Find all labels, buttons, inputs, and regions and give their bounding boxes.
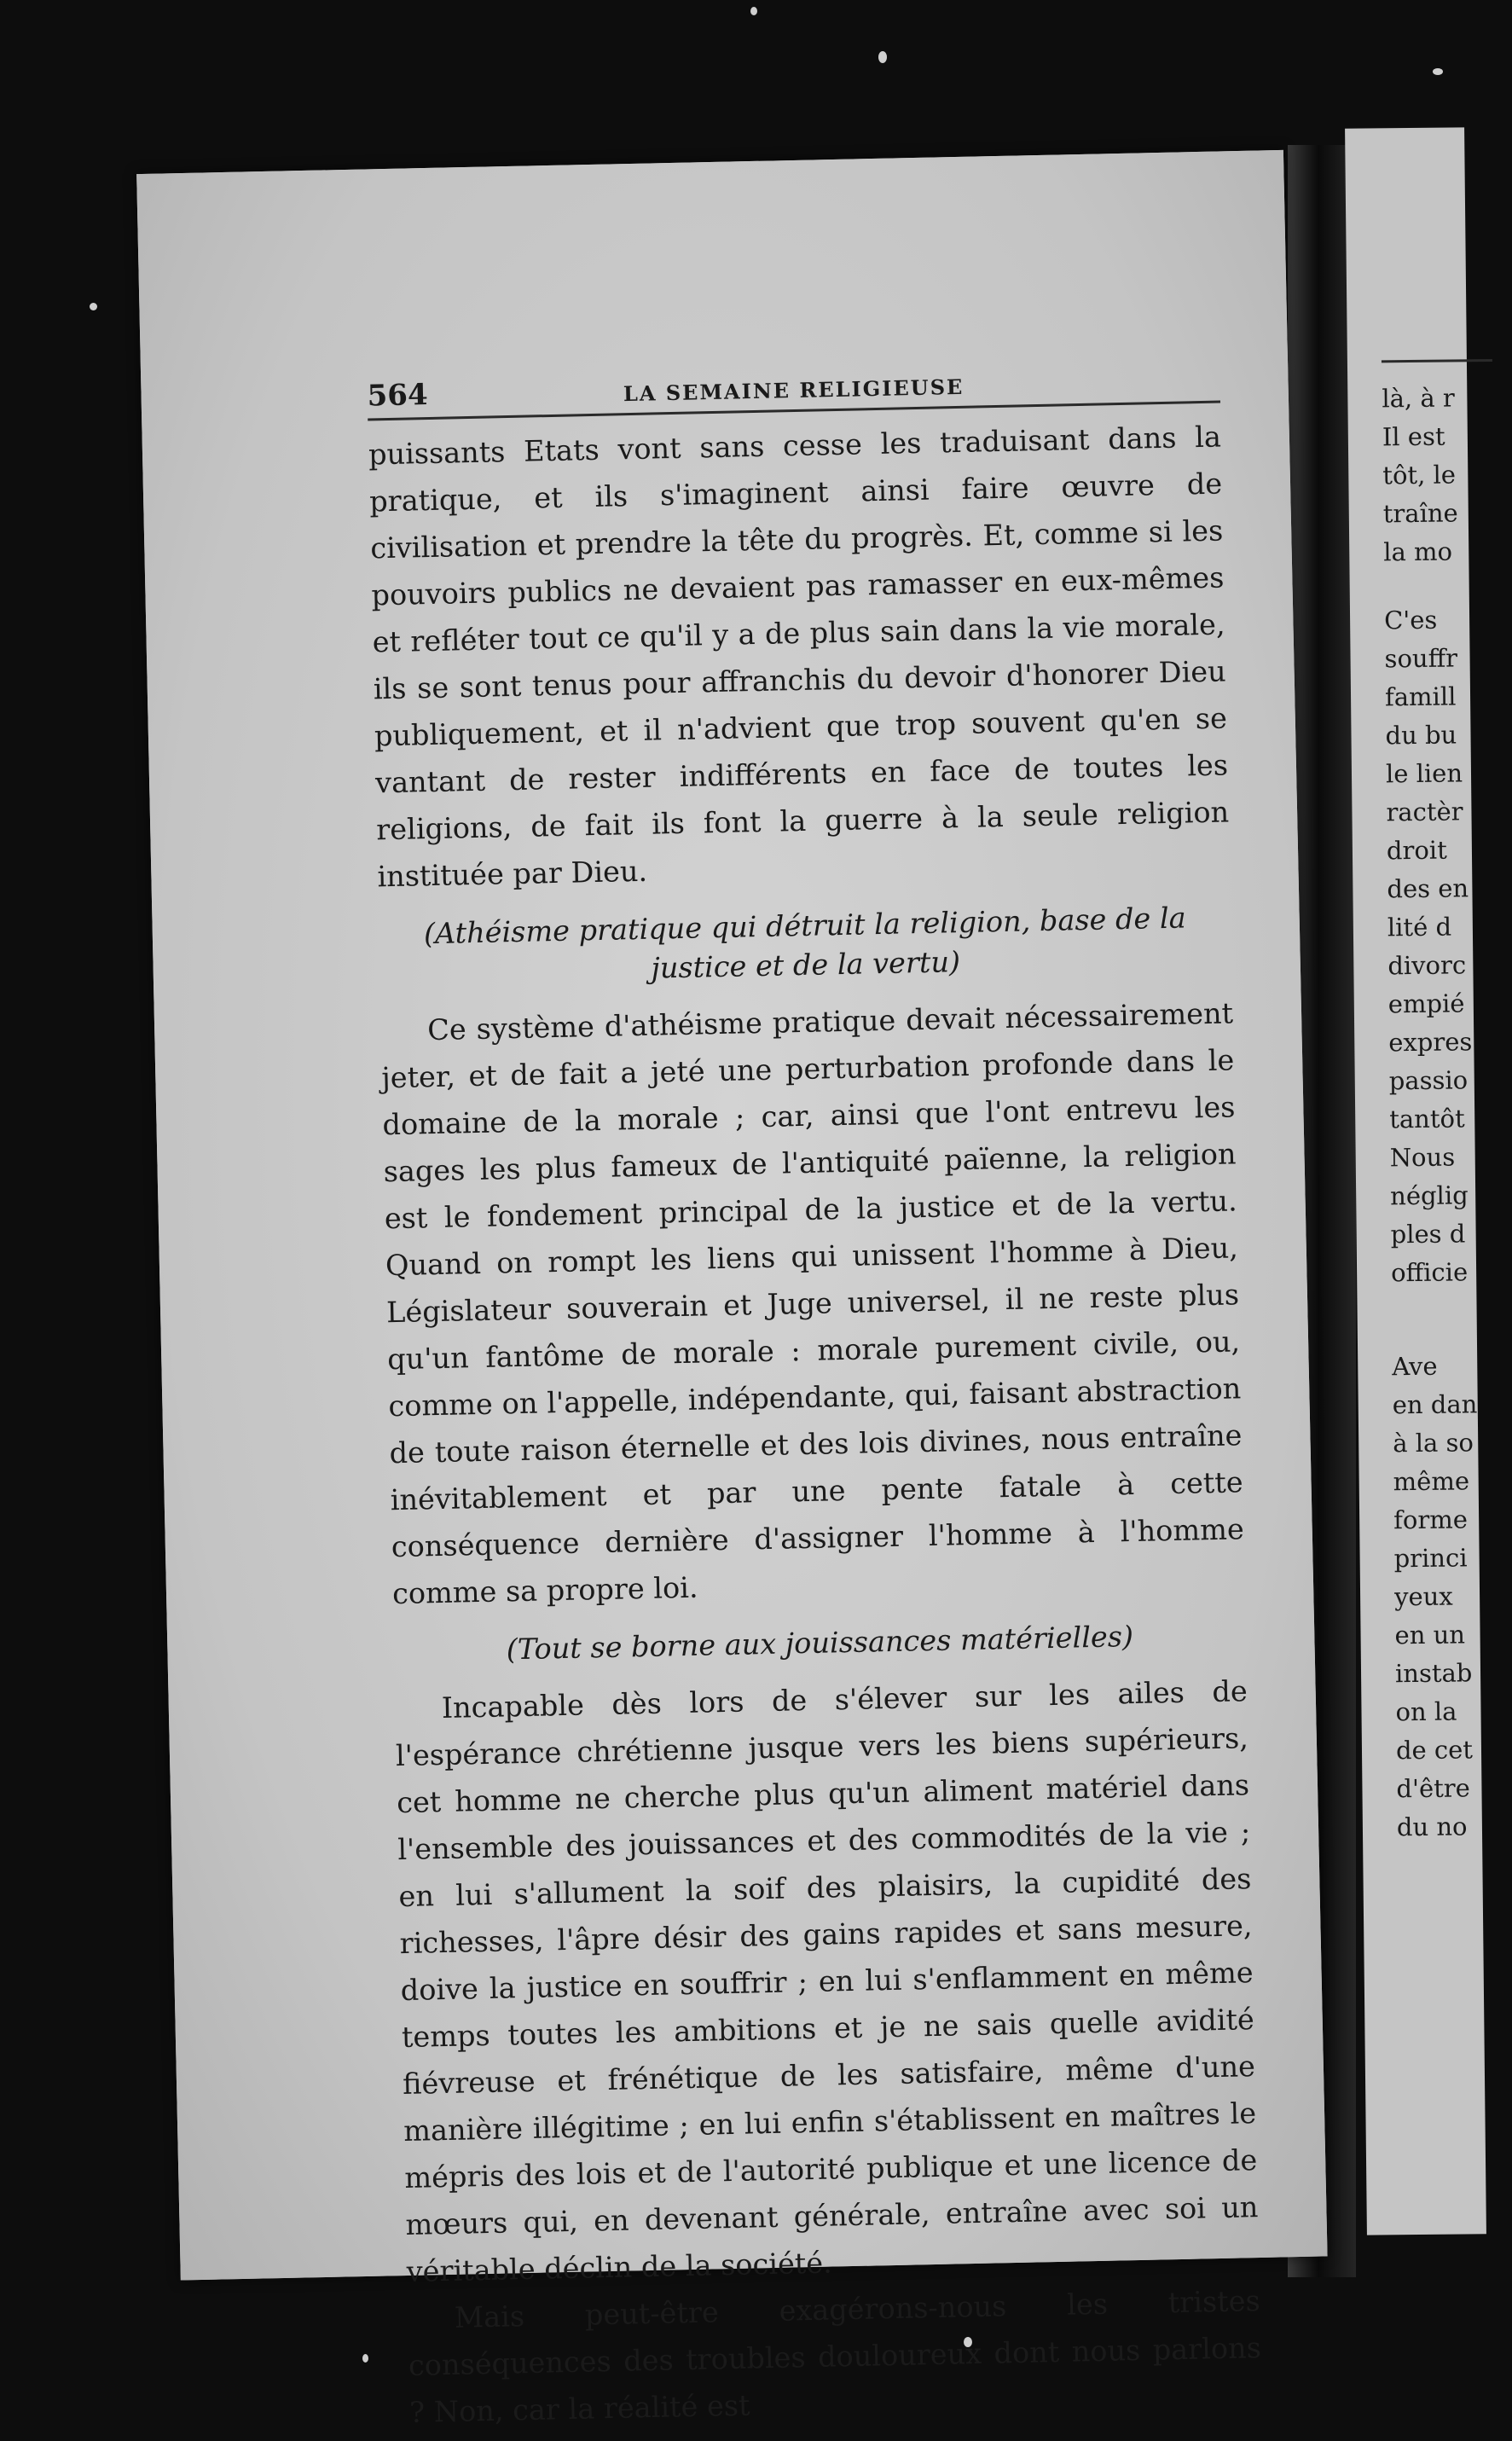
section-heading-2: (Tout se borne aux jouissances matérielles): [506, 1619, 1134, 1667]
adjacent-page-line: ractèr: [1386, 797, 1463, 827]
dust-speck: [362, 2354, 368, 2363]
dust-speck: [878, 51, 887, 63]
adjacent-page-line: le lien: [1385, 758, 1463, 789]
adjacent-page-line: instab: [1394, 1658, 1473, 1689]
adjacent-page-line: du bu: [1385, 720, 1457, 751]
adjacent-page-line: Nous: [1389, 1142, 1456, 1173]
page-text-block: [367, 348, 1263, 2436]
adjacent-page-line: C'es: [1383, 605, 1438, 635]
section-heading-1: (Athéisme pratique qui détruit la religion, base de la justice et de la vertu): [423, 901, 1186, 985]
paragraph-1: puissants Etats vont sans cesse les traduisant dans la pratique, et ils s'imaginent ainsi faire œuvre de civilisation et prendre la tête du progrès. Et, comme si les pouvoirs publics ne devaient pas ramasser en eux-mêmes et refléter tout ce qu'il y a de plus sain dans la vie morale, ils se sont tenus pour affranchis du devoir d'honorer Dieu publiquement, et il n'advient que trop souvent qu'en se vantant de rester indifférents en face de toutes les religions, de fait ils font la guerre à la seule religion instituée par Dieu.: [368, 420, 1230, 894]
adjacent-page-line: de cet: [1395, 1735, 1474, 1766]
adjacent-page-line: tôt, le: [1382, 460, 1457, 490]
adjacent-page-line: droit: [1386, 835, 1447, 866]
dust-speck: [1433, 68, 1443, 75]
adjacent-page-line: empié: [1387, 989, 1465, 1019]
adjacent-page-line: divorc: [1387, 950, 1467, 981]
adjacent-page-header-rule: [1382, 359, 1492, 362]
adjacent-page-line: néglig: [1390, 1180, 1469, 1211]
adjacent-page-line: en dan: [1392, 1389, 1478, 1420]
adjacent-page-line: forme: [1393, 1505, 1469, 1535]
adjacent-page-line: on la: [1395, 1696, 1457, 1727]
scanned-page: [136, 150, 1327, 2429]
adjacent-page-line: Ave: [1392, 1351, 1438, 1382]
dust-speck: [750, 7, 757, 15]
adjacent-page-line: passio: [1388, 1065, 1469, 1096]
adjacent-page-line: lité d: [1387, 912, 1452, 942]
adjacent-page-line: Il est: [1382, 421, 1445, 452]
running-title: LA SEMAINE RELIGIEUSE: [623, 374, 965, 407]
adjacent-page-line: yeux: [1393, 1581, 1453, 1612]
page-header: [367, 348, 1220, 421]
paragraph-2: Ce système d'athéisme pratique devait nécessairement jeter, et de fait a jeté une perturbation profonde dans le domaine de la morale ; car, ainsi que l'ont entrevu les sages les plus fameux de l'antiquité païenne, la religion est le fondement principal de la justice et de la vertu. Quand on rompt les liens qui unissent l'homme à Dieu, Législateur souverain et Juge universel, il ne reste plus qu'un fantôme de morale : morale purement civile, ou, comme on l'appelle, indépendante, qui, faisant abstraction de toute raison éternelle et des lois divines, nous entraîne inévitablement et par une pente fatale à cette conséquence dernière d'assigner l'homme à l'homme comme sa propre loi.: [380, 996, 1245, 1611]
adjacent-page-line: ples d: [1390, 1219, 1466, 1249]
adjacent-page-line: en un: [1394, 1620, 1466, 1650]
dust-speck: [90, 303, 97, 310]
adjacent-page-line: expres: [1388, 1027, 1473, 1058]
adjacent-page-line: d'être: [1396, 1773, 1471, 1804]
adjacent-page-line: la mo: [1383, 536, 1453, 567]
adjacent-page-line: princi: [1393, 1543, 1468, 1574]
paragraph-4: Mais peut-être exagérons-nous les tristes conséquences des troubles douloureux dont nous parlons ? Non, car la réalité est: [408, 2284, 1262, 2429]
adjacent-page-line: des en: [1387, 873, 1469, 904]
adjacent-page-line: officie: [1390, 1257, 1469, 1288]
adjacent-page-line: souffr: [1384, 643, 1458, 674]
adjacent-page: [1345, 127, 1486, 2235]
adjacent-page-line: là, à r: [1382, 383, 1455, 414]
adjacent-page-line: du no: [1396, 1812, 1468, 1842]
adjacent-page-line: traîne: [1382, 498, 1458, 529]
adjacent-page-line: à la so: [1393, 1428, 1474, 1458]
page-number: 564: [367, 377, 429, 414]
adjacent-page-line: famill: [1384, 681, 1457, 712]
adjacent-page-line: même: [1393, 1466, 1470, 1497]
paragraph-3: Incapable dès lors de s'élever sur les ailes de l'espérance chrétienne jusque vers les biens supérieurs, cet homme ne cherche plus qu'un aliment matériel dans l'ensemble des jouissances et des commodités de la vie ; en lui s'allument la soif des plaisirs, la cupidité des richesses, l'âpre désir des gains rapides et sans mesure, doive la justice en souffrir ; en lui s'enflamment en même temps toutes les ambitions et je ne sais quelle avidité fiévreuse et frénétique de les satisfaire, même d'une manière illégitime ; en lui enfin s'établissent en maîtres le mépris des lois et de l'autorité publique et une licence de mœurs qui, en devenant générale, entraîne avec soi un véritable déclin de la société.: [395, 1674, 1259, 2288]
adjacent-page-line: tantôt: [1389, 1104, 1465, 1134]
